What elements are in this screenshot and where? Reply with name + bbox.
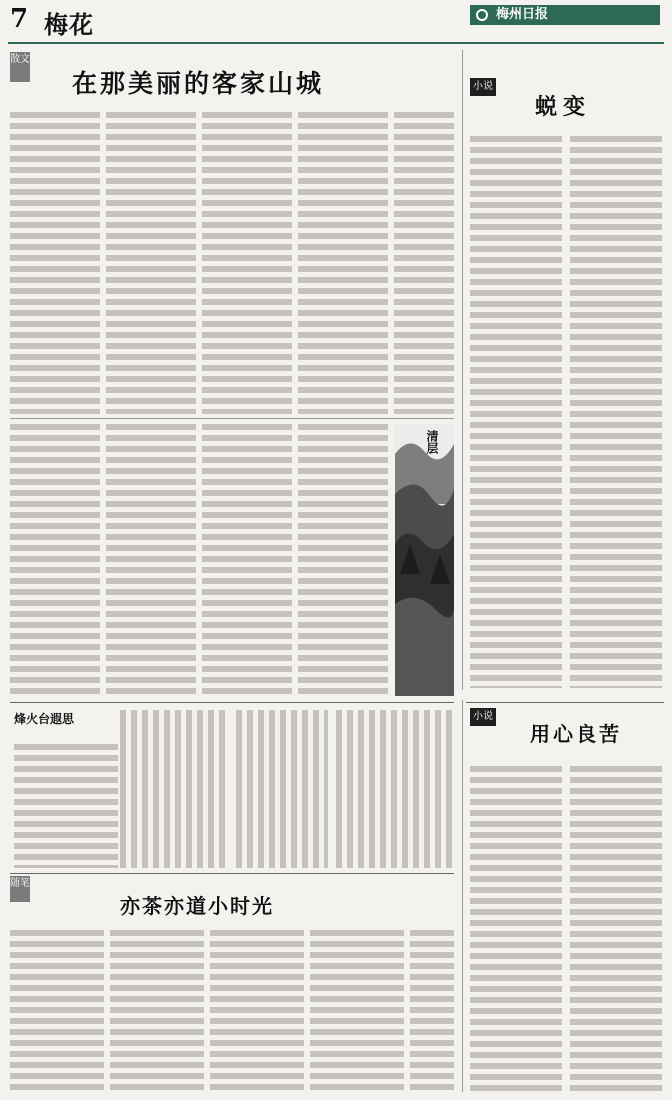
article-column [410,930,454,1092]
poem-lines [14,744,118,868]
article-title-good-intentions: 用心良苦 [530,722,622,746]
article-column [210,930,304,1092]
article-column [298,112,388,414]
article-column [394,112,454,414]
article-title-transformation: 蜕变 [535,94,592,120]
article-column [10,930,104,1092]
article-column [298,424,388,696]
logo-text: 梅州日报 [496,7,549,22]
masthead-rule [8,42,664,44]
poem-title: 烽火台遐思 [14,712,75,726]
article-title-hakka-city: 在那美丽的客家山城 [72,69,325,98]
masthead [0,0,672,46]
article-column [106,424,196,696]
article-column [310,930,404,1092]
divider [10,418,454,419]
plum-blossom-icon [476,9,488,21]
article-column [570,766,662,1092]
article-tag-essay: 散文 [10,52,30,82]
article-column [10,424,100,696]
article-column [110,930,204,1092]
article-tag-novel: 小说 [470,78,496,96]
article-tag-novel: 小说 [470,708,496,726]
article-column [202,112,292,414]
divider [462,50,463,690]
newspaper-logo [470,5,660,25]
article-column [470,136,562,688]
article-tag-jotting: 随笔 [10,876,30,902]
poem-lines-vertical [120,710,228,868]
article-column [106,112,196,414]
page-number: 7 [10,4,29,34]
poem-lines-vertical [336,710,454,868]
article-title-tea: 亦茶亦道小时光 [120,894,274,918]
article-column [10,112,100,414]
landscape-painting [395,424,454,696]
poem-lines-vertical [236,710,328,868]
painting-title: 清层 [425,430,439,454]
article-column [470,766,562,1092]
divider [462,700,463,1092]
article-column [570,136,662,688]
section-title: 梅花 [44,10,94,39]
divider [10,702,454,703]
divider [466,702,664,703]
divider [10,873,454,874]
article-column [202,424,292,696]
